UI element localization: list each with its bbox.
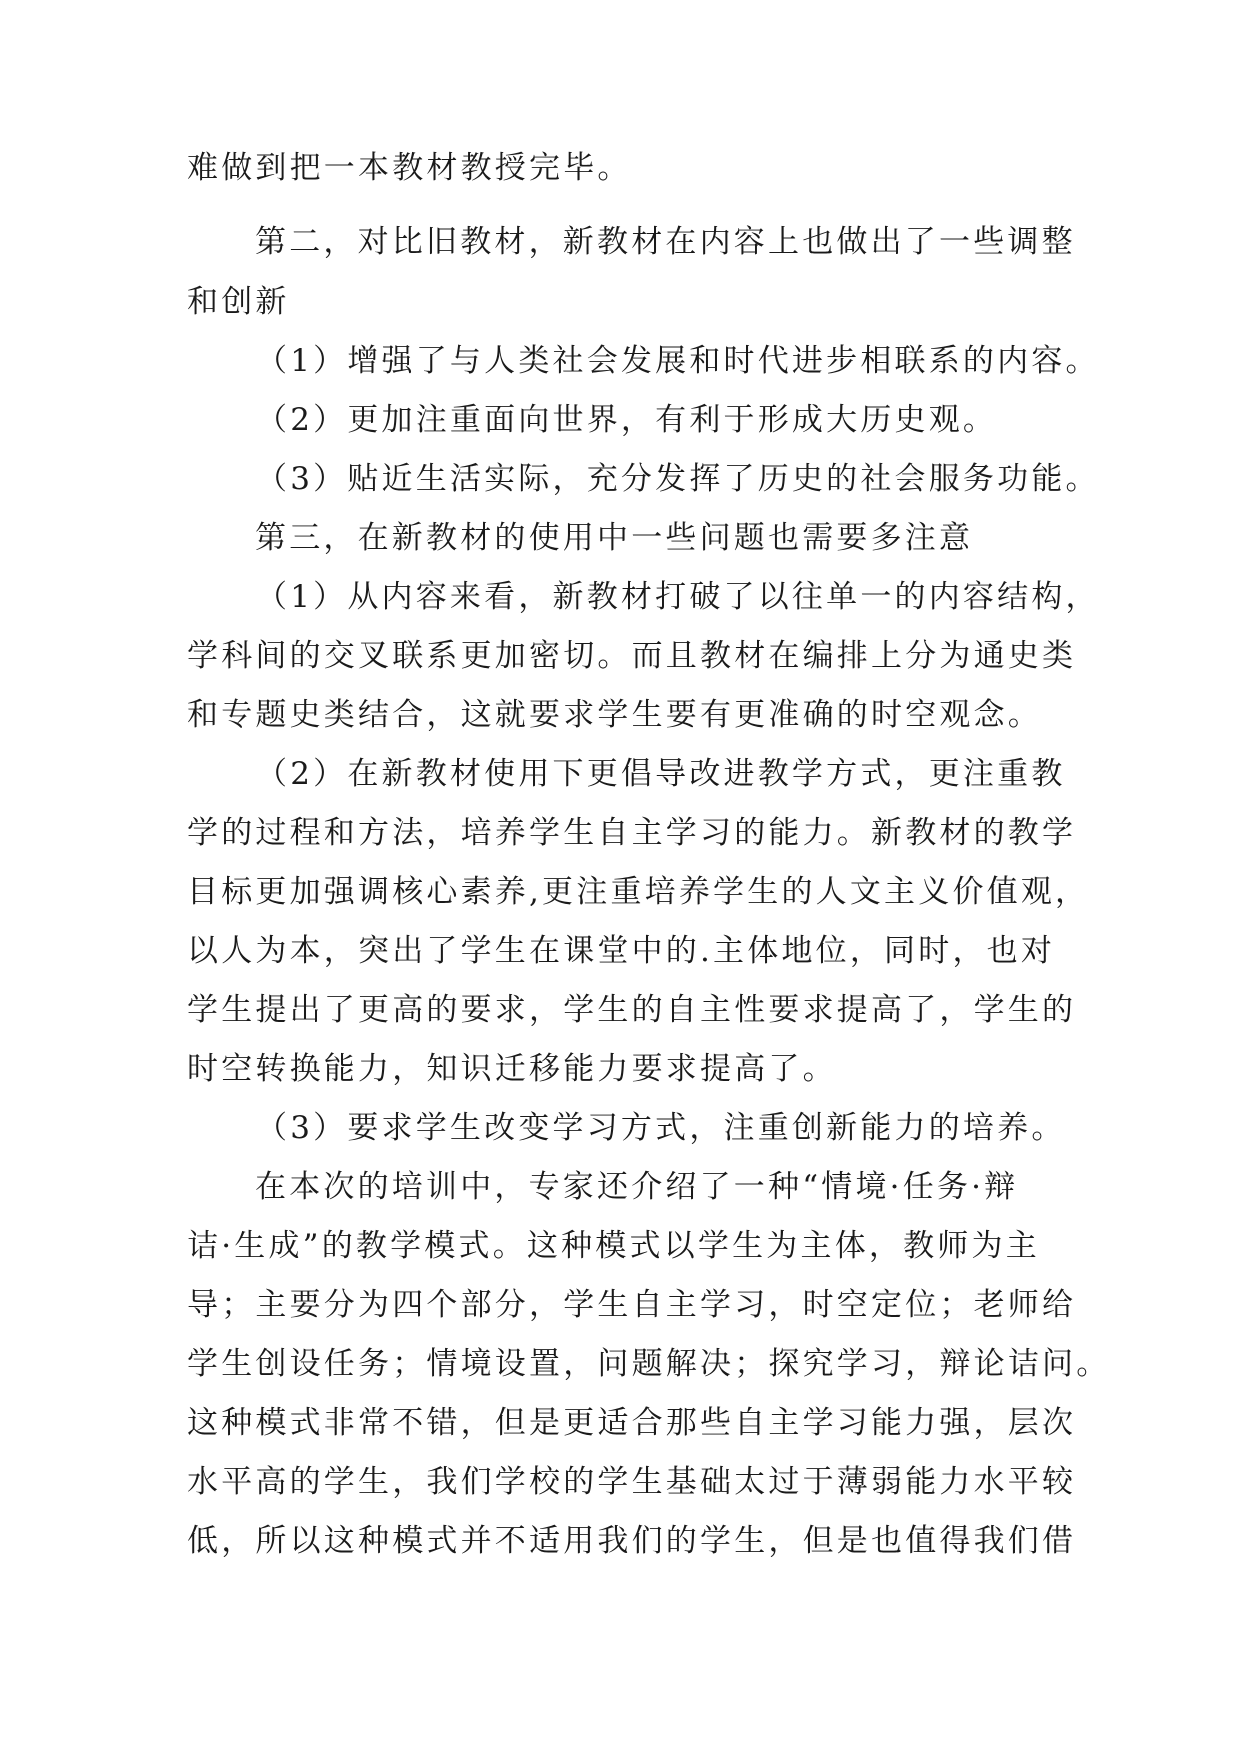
- text-line: 和专题史类结合，这就要求学生要有更准确的时空观念。: [187, 697, 1042, 733]
- text-line: （3）贴近生活实际，充分发挥了历史的社会服务功能。: [256, 461, 1100, 497]
- text-line: 诘·生成”的教学模式。这种模式以学生为主体，教师为主: [187, 1228, 1040, 1264]
- text-line: 难做到把一本教材教授完毕。: [187, 150, 632, 186]
- text-line: 学科间的交叉联系更加密切。而且教材在编排上分为通史类: [187, 638, 1077, 674]
- text-line: 以人为本，突出了学生在课堂中的.主体地位，同时，也对: [187, 933, 1056, 969]
- text-line: （2）更加注重面向世界，有利于形成大历史观。: [256, 402, 998, 438]
- text-line: 目标更加强调核心素养,更注重培养学生的人文主义价值观，: [187, 874, 1090, 910]
- text-line: 低，所以这种模式并不适用我们的学生，但是也值得我们借: [187, 1523, 1077, 1559]
- text-line: 和创新: [187, 284, 290, 320]
- text-line: 水平高的学生，我们学校的学生基础太过于薄弱能力水平较: [187, 1464, 1077, 1500]
- text-line: （2）在新教材使用下更倡导改进教学方式，更注重教: [256, 756, 1066, 792]
- text-line: 学的过程和方法，培养学生自主学习的能力。新教材的教学: [187, 815, 1077, 851]
- text-line: 时空转换能力，知识迁移能力要求提高了。: [187, 1051, 837, 1087]
- text-line: 学生提出了更高的要求，学生的自主性要求提高了，学生的: [187, 992, 1077, 1028]
- text-line: （1）从内容来看，新教材打破了以往单一的内容结构，: [256, 579, 1100, 615]
- text-line: 学生创设任务；情境设置，问题解决；探究学习，辩论诘问。: [187, 1346, 1111, 1382]
- text-line: （1）增强了与人类社会发展和时代进步相联系的内容。: [256, 343, 1100, 379]
- text-line: 第三，在新教材的使用中一些问题也需要多注意: [255, 520, 974, 556]
- text-line: 在本次的培训中，专家还介绍了一种“情境·任务·辩: [255, 1169, 1019, 1205]
- text-line: 这种模式非常不错，但是更适合那些自主学习能力强，层次: [187, 1405, 1077, 1441]
- text-line: （3）要求学生改变学习方式，注重创新能力的培养。: [256, 1110, 1066, 1146]
- text-line: 导；主要分为四个部分，学生自主学习，时空定位；老师给: [187, 1287, 1077, 1323]
- text-line: 第二，对比旧教材，新教材在内容上也做出了一些调整: [255, 224, 1076, 260]
